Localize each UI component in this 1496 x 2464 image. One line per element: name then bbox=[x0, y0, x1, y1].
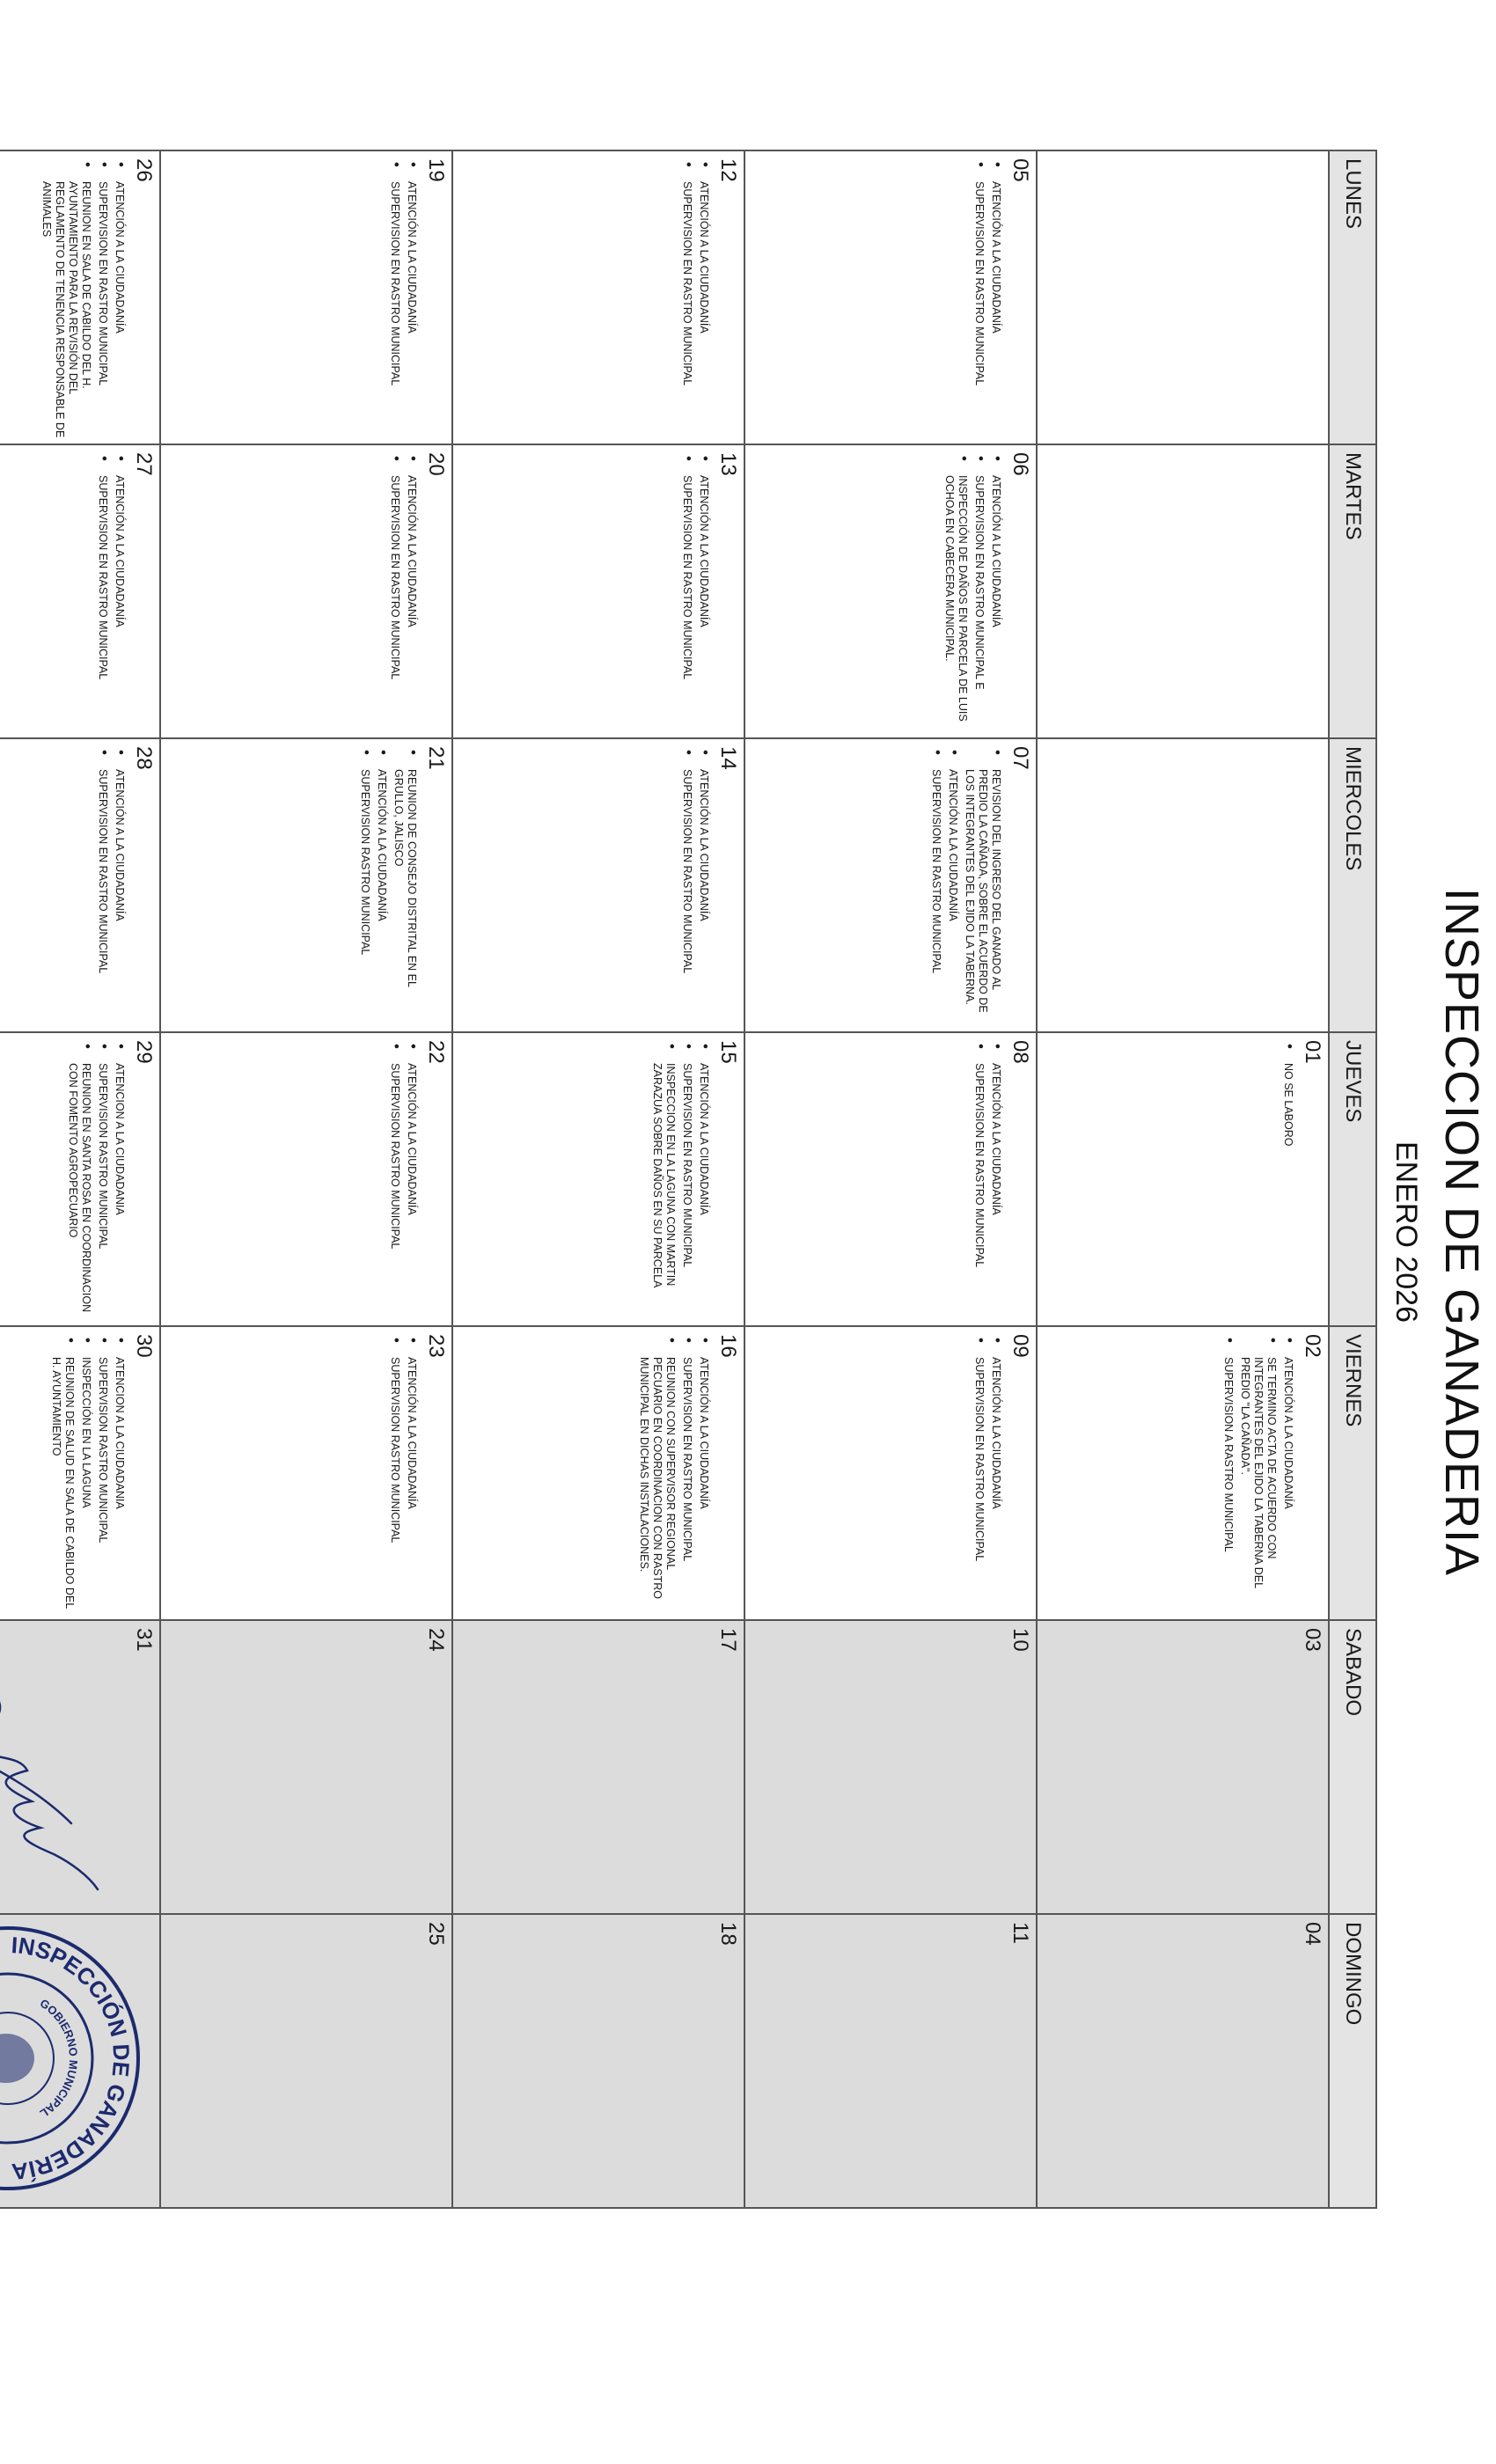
day-number: 21 bbox=[424, 746, 448, 770]
weekday-header: MIERCOLES bbox=[1329, 738, 1376, 1032]
day-cell bbox=[452, 1326, 744, 1620]
activity-item: • ATENCIÓN A LA CIUDADANÍA bbox=[113, 158, 126, 438]
activity-item: • ATENCIÓN A LA CIUDADANÍA bbox=[405, 1040, 418, 1320]
weekday-header: VIERNES bbox=[1329, 1326, 1376, 1620]
day-cell bbox=[1037, 150, 1329, 444]
day-number: 07 bbox=[1008, 746, 1032, 770]
activity-item: • SUPERVISION EN RASTRO MUNICIPAL bbox=[96, 158, 109, 438]
day-cell bbox=[1037, 444, 1329, 738]
day-cell bbox=[452, 738, 744, 1032]
day-cell bbox=[452, 1620, 744, 1914]
week-row bbox=[744, 150, 1037, 2208]
activity-item: • ATENCIÓN A LA CIUDADANÍA bbox=[989, 452, 1002, 732]
activity-list bbox=[972, 1334, 1002, 1614]
day-number: 31 bbox=[132, 1628, 156, 1652]
day-cell bbox=[160, 1326, 452, 1620]
day-number: 20 bbox=[424, 452, 448, 476]
activity-item: • SUPERVISION RASTRO MUNICIPAL bbox=[358, 746, 371, 1026]
activity-item: • SUPERVISION EN RASTRO MUNICIPAL bbox=[680, 452, 693, 732]
activity-item: • SUPERVISION EN RASTRO MUNICIPAL E bbox=[972, 452, 986, 732]
day-number: 16 bbox=[716, 1334, 740, 1358]
activity-item: • ATENCIÓN A LA CIUDADANÍA bbox=[697, 158, 710, 438]
day-cell bbox=[0, 1914, 160, 2208]
activity-item: • ATENCIÓN A LA CIUDADANÍA bbox=[113, 452, 126, 732]
weekday-header: DOMINGO bbox=[1329, 1914, 1376, 2208]
activity-item: • ATENCIÓN A LA CIUDADANÍA bbox=[697, 1334, 710, 1614]
activity-item: • SUPERVISION EN RASTRO MUNICIPAL bbox=[680, 746, 693, 1026]
day-number: 10 bbox=[1008, 1628, 1032, 1652]
day-number: 15 bbox=[716, 1040, 740, 1064]
activity-item: • NO SE LABORO bbox=[1281, 1040, 1294, 1320]
activity-item: • SUPERVISION EN RASTRO MUNICIPAL bbox=[972, 1040, 986, 1320]
day-number: 27 bbox=[132, 452, 156, 476]
svg-text:GOBIERNO MUNICIPAL: GOBIERNO MUNICIPAL bbox=[37, 1996, 81, 2121]
day-cell bbox=[160, 1032, 452, 1326]
day-cell bbox=[160, 1620, 452, 1914]
activity-list bbox=[96, 452, 126, 732]
day-cell bbox=[0, 444, 160, 738]
activity-item: • REUNION EN SANTA ROSA EN COORDINACION CON FOMENTO AGROPECUARIO bbox=[66, 1040, 92, 1320]
day-number: 03 bbox=[1301, 1628, 1324, 1652]
day-number: 24 bbox=[424, 1628, 448, 1652]
activity-item: • SUPERVISION EN RASTRO MUNICIPAL bbox=[680, 1334, 693, 1614]
day-cell bbox=[744, 738, 1037, 1032]
activity-list bbox=[49, 1334, 126, 1614]
activity-list bbox=[637, 1334, 710, 1614]
day-cell bbox=[1037, 1914, 1329, 2208]
day-number: 19 bbox=[424, 158, 448, 182]
day-cell bbox=[744, 1032, 1037, 1326]
activity-item: • ATENCIÓN A LA CIUDADANÍA bbox=[113, 746, 126, 1026]
activity-list bbox=[388, 1040, 418, 1320]
activity-item: • SUPERVISION EN RASTRO MUNICIPAL bbox=[388, 452, 401, 732]
day-cell bbox=[160, 150, 452, 444]
week-row bbox=[452, 150, 744, 2208]
activity-item: • ATENCION A LA CIUDADANIA bbox=[113, 1334, 126, 1614]
page-title: INSPECCION DE GANADERIA bbox=[1435, 887, 1488, 1577]
day-cell bbox=[160, 444, 452, 738]
activity-item: • SE TERMINO ACTA DE ACUERDO CON INTEGRANTES DEL EJIDO LA TABERNA DEL PREDIO "LA CAÑADA". bbox=[1238, 1334, 1278, 1614]
week-row bbox=[1037, 150, 1329, 2208]
week-row bbox=[0, 150, 160, 2208]
day-number: 04 bbox=[1301, 1922, 1324, 1946]
activity-item: • SUPERVISION EN RASTRO MUNICIPAL bbox=[972, 158, 986, 438]
activity-item: • ATENCIÓN A LA CIUDADANÍA bbox=[697, 1040, 710, 1320]
activity-item: • ATENCIÓN A LA CIUDADANÍA bbox=[1281, 1334, 1294, 1614]
activity-item: • SUPERVISION RASTRO MUNICIPAL bbox=[388, 1040, 401, 1320]
activity-item: • SUPERVISION EN RASTRO MUNICIPAL bbox=[972, 1334, 986, 1614]
activity-item: • ATENCIÓN A LA CIUDADANÍA bbox=[697, 746, 710, 1026]
activity-item: • INSPECCIÓN EN LA LAGUNA bbox=[79, 1334, 92, 1614]
day-number: 09 bbox=[1008, 1334, 1032, 1358]
day-cell bbox=[160, 738, 452, 1032]
day-number: 13 bbox=[716, 452, 740, 476]
day-number: 17 bbox=[716, 1628, 740, 1652]
activity-list bbox=[972, 1040, 1002, 1320]
day-cell bbox=[744, 1620, 1037, 1914]
official-seal-stamp bbox=[0, 1922, 149, 2195]
activity-item: • SUPERVISION RASTRO MUNICIPAL bbox=[96, 1334, 109, 1614]
activity-item: • REUNION CON SUPERVISOR REGIONAL PECUARIO EN COORDINACION CON RASTRO MUNICIPAL EN DICHAS INSTALACIONES. bbox=[637, 1334, 677, 1614]
activity-list bbox=[388, 158, 418, 438]
activity-list bbox=[942, 452, 1002, 732]
day-number: 08 bbox=[1008, 1040, 1032, 1064]
day-number: 28 bbox=[132, 746, 156, 770]
activity-item: • SUPERVISION EN RASTRO MUNICIPAL bbox=[96, 452, 109, 732]
activity-item: • SUPERVISION RASTRO MUNICIPAL bbox=[388, 1334, 401, 1614]
day-number: 05 bbox=[1008, 158, 1032, 182]
day-cell bbox=[744, 1914, 1037, 2208]
activity-item: • SUPERVISION EN RASTRO MUNICIPAL bbox=[929, 746, 942, 1026]
activity-list bbox=[96, 746, 126, 1026]
activity-item: • INSPECCIÓN DE DAÑOS EN PARCELA DE LUIS OCHOA EN CABECERA MUNICIPAL. bbox=[942, 452, 969, 732]
day-cell bbox=[0, 738, 160, 1032]
activity-list bbox=[929, 746, 1002, 1026]
calendar-body bbox=[0, 150, 1329, 2208]
activity-item: • ATENCIÓN A LA CIUDADANÍA bbox=[405, 452, 418, 732]
day-number: 18 bbox=[716, 1922, 740, 1946]
activity-item: • SUPERVISION EN RASTRO MUNICIPAL bbox=[388, 158, 401, 438]
activity-item: • SUPERVISION EN RASTRO MUNICIPAL bbox=[680, 158, 693, 438]
activity-list bbox=[388, 1334, 418, 1614]
day-number: 01 bbox=[1301, 1040, 1324, 1064]
day-number: 12 bbox=[716, 158, 740, 182]
weekday-header: SABADO bbox=[1329, 1620, 1376, 1914]
day-number: 26 bbox=[132, 158, 156, 182]
day-cell bbox=[0, 1326, 160, 1620]
day-number: 06 bbox=[1008, 452, 1032, 476]
activity-item: • ATENCIÓN A LA CIUDADANÍA bbox=[405, 1334, 418, 1614]
activity-list bbox=[680, 158, 710, 438]
activity-item: • ATENCIÓN A LA CIUDADANÍA bbox=[405, 158, 418, 438]
day-number: 25 bbox=[424, 1922, 448, 1946]
activity-item: • SUPERVISION RASTRO MUNICIPAL bbox=[96, 1040, 109, 1320]
activity-item: • REUNION DE CONSEJO DISTRITAL EN EL GRULLO, JALISCO bbox=[392, 746, 418, 1026]
activity-item: • REVISION DEL INGRESO DEL GANADO AL PREDIO LA CAÑADA, SOBRE EL ACUERDO DE LOS INTEGRANTES DEL EJIDO LA TABERNA. bbox=[963, 746, 1002, 1026]
day-cell bbox=[452, 444, 744, 738]
activity-item: • ATENCIÓN A LA CIUDADANÍA bbox=[989, 158, 1002, 438]
activity-item: • ATENCIÓN A LA CIUDADANÍA bbox=[375, 746, 388, 1026]
activity-item: • ATENCIÓN A LA CIUDADANÍA bbox=[989, 1040, 1002, 1320]
activity-list bbox=[972, 158, 1002, 438]
weekday-header-row bbox=[1329, 150, 1376, 2208]
activity-list bbox=[66, 1040, 126, 1320]
svg-text:INSPECCIÓN DE GANADERÍA: INSPECCIÓN DE GANADERÍA bbox=[10, 1932, 136, 2186]
day-cell bbox=[1037, 1326, 1329, 1620]
day-number: 02 bbox=[1301, 1334, 1324, 1358]
day-cell bbox=[744, 444, 1037, 738]
day-number: 14 bbox=[716, 746, 740, 770]
day-cell bbox=[1037, 738, 1329, 1032]
activity-item: • SUPERVISION A RASTRO MUNICIPAL bbox=[1221, 1334, 1235, 1614]
activity-list bbox=[680, 452, 710, 732]
day-cell bbox=[0, 150, 160, 444]
day-number: 22 bbox=[424, 1040, 448, 1064]
activity-item: • INSPECCION EN LA LAGUNA CON MARTIN ZARAZUA SOBRE DAÑOS EN SU PARCELA bbox=[650, 1040, 677, 1320]
day-cell bbox=[1037, 1620, 1329, 1914]
activity-item: • ATENCION A LA CIUDADANIA bbox=[113, 1040, 126, 1320]
day-cell bbox=[744, 150, 1037, 444]
day-cell bbox=[160, 1914, 452, 2208]
day-cell bbox=[0, 1032, 160, 1326]
day-cell bbox=[744, 1326, 1037, 1620]
weekday-header: MARTES bbox=[1329, 444, 1376, 738]
activity-list bbox=[40, 158, 126, 438]
activity-list bbox=[358, 746, 418, 1026]
day-number: 23 bbox=[424, 1334, 448, 1358]
activity-item: • ATENCIÓN A LA CIUDADANÍA bbox=[989, 1334, 1002, 1614]
activity-item: • SUPERVISION EN RASTRO MUNICIPAL bbox=[96, 746, 109, 1026]
activity-list bbox=[680, 746, 710, 1026]
activity-item: • SUPERVISION EN RASTRO MUNICIPAL bbox=[680, 1040, 693, 1320]
day-number: 29 bbox=[132, 1040, 156, 1064]
day-cell bbox=[452, 1914, 744, 2208]
week-row bbox=[160, 150, 452, 2208]
day-cell bbox=[452, 1032, 744, 1326]
activity-list bbox=[1221, 1334, 1294, 1614]
weekday-header: JUEVES bbox=[1329, 1032, 1376, 1326]
day-number: 11 bbox=[1008, 1922, 1032, 1944]
activity-item: • REUNION EN SALA DE CABILDO DEL H. AYUNTAMIENTO PARA LA REVISIÓN DEL REGLAMENTO DE TENENCIA RESPONSABLE DE ANIMALES bbox=[40, 158, 92, 438]
handwritten-signature bbox=[0, 1639, 124, 1903]
activity-list bbox=[388, 452, 418, 732]
weekday-header: LUNES bbox=[1329, 150, 1376, 444]
calendar-table bbox=[0, 150, 1377, 2209]
day-number: 30 bbox=[132, 1334, 156, 1358]
day-cell bbox=[452, 150, 744, 444]
day-cell bbox=[0, 1620, 160, 1914]
day-cell bbox=[1037, 1032, 1329, 1326]
activity-item: • ATENCIÓN A LA CIUDADANÍA bbox=[697, 452, 710, 732]
activity-list bbox=[1281, 1040, 1294, 1320]
page-subtitle: ENERO 2026 bbox=[1390, 1141, 1423, 1323]
activity-item: • REUNION DE SALUD EN SALA DE CABILDO DEL H. AYUNTAMIENTO bbox=[49, 1334, 76, 1614]
activity-item: • ATENCIÓN A LA CIUDADANÍA bbox=[946, 746, 959, 1026]
activity-list bbox=[650, 1040, 710, 1320]
